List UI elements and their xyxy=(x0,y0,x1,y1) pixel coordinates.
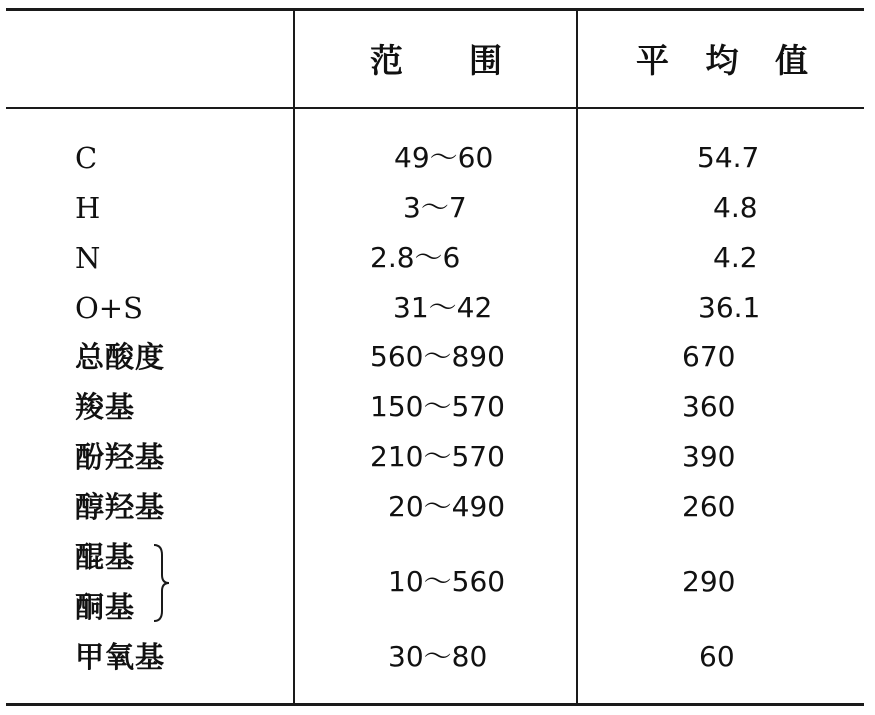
brace-icon xyxy=(150,543,172,623)
row-label: 醇羟基 xyxy=(75,490,166,524)
row-label: 总酸度 xyxy=(75,340,166,374)
row-range: 3～7 xyxy=(403,191,467,224)
header-rule xyxy=(6,107,864,109)
header-range xyxy=(370,41,502,80)
column-divider-1 xyxy=(293,11,295,703)
row-range: 49～60 xyxy=(394,141,494,174)
row-label: N xyxy=(75,241,101,275)
row-label: H xyxy=(75,191,101,225)
row-range: 2.8～6 xyxy=(370,241,461,274)
row-range: 560～890 xyxy=(370,340,505,373)
row-label: 羧基 xyxy=(75,390,136,424)
row-range: 31～42 xyxy=(393,291,493,324)
header-average-char: 平 xyxy=(636,41,669,80)
row-average: 260 xyxy=(682,490,736,523)
column-divider-2 xyxy=(576,11,578,703)
row-range: 150～570 xyxy=(370,390,505,423)
row-average: 360 xyxy=(682,390,736,423)
row-range: 10～560 xyxy=(388,565,506,598)
row-average: 390 xyxy=(682,440,736,473)
row-range: 30～80 xyxy=(388,640,488,673)
row-average: 290 xyxy=(682,565,736,598)
header-range-char: 围 xyxy=(469,41,502,80)
row-average: 60 xyxy=(699,640,735,673)
header-range-char: 范 xyxy=(370,41,403,80)
row-label: C xyxy=(75,141,98,175)
row-label: 酮基 xyxy=(75,590,136,624)
top-rule xyxy=(6,8,864,11)
row-average: 670 xyxy=(682,340,736,373)
row-label: 酚羟基 xyxy=(75,440,166,474)
row-average: 4.2 xyxy=(713,241,758,274)
row-average: 4.8 xyxy=(713,191,758,224)
header-average xyxy=(636,41,808,80)
row-label: 甲氧基 xyxy=(75,640,166,674)
row-range: 20～490 xyxy=(388,490,506,523)
row-average: 54.7 xyxy=(697,141,760,174)
row-label: 醌基 xyxy=(75,540,136,574)
row-label: O+S xyxy=(75,291,143,325)
bottom-rule xyxy=(6,703,864,706)
header-average-char: 均 xyxy=(705,41,739,80)
header-average-char: 值 xyxy=(775,41,808,80)
row-average: 36.1 xyxy=(698,291,761,324)
row-range: 210～570 xyxy=(370,440,505,473)
